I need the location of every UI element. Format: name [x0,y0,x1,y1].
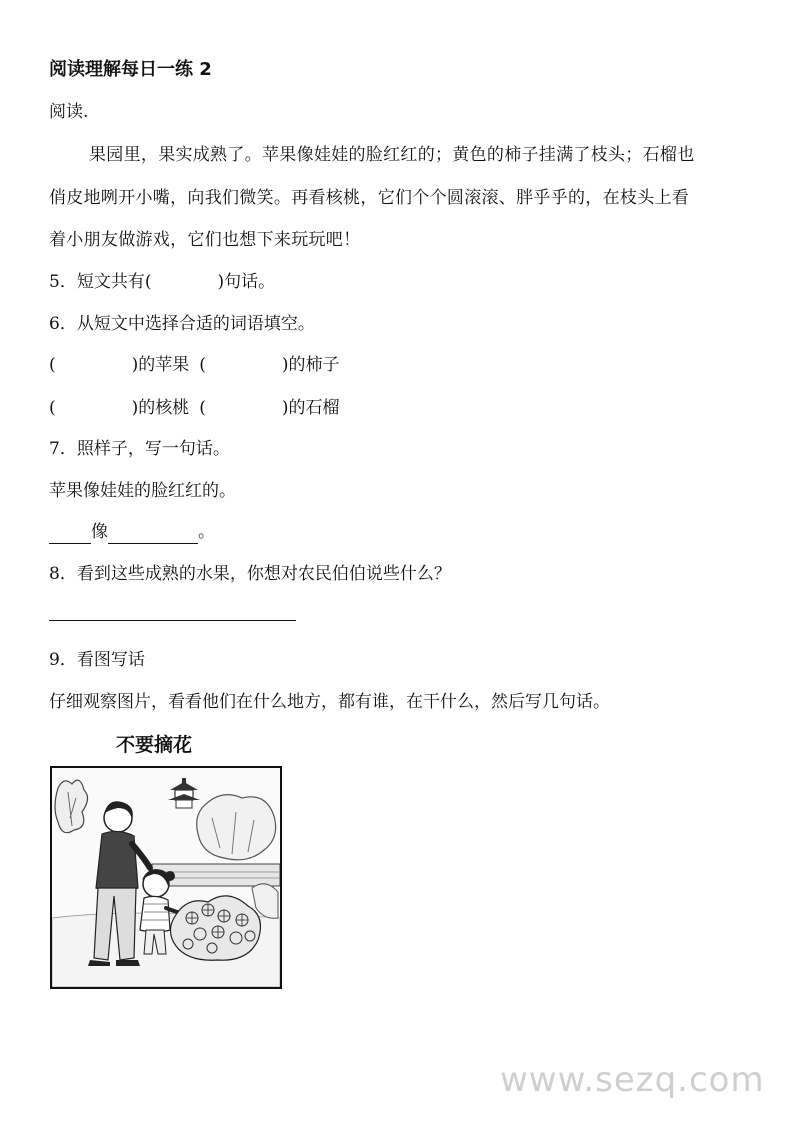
site-watermark: www.sezq.com [500,1060,765,1100]
walnut-label: )的核桃 [131,398,190,418]
paren-open: ( [49,398,56,418]
question-9: 9．看图写话 [49,650,145,670]
picture-title: 不要摘花 [116,734,193,756]
paren-open: ( [49,355,56,375]
question-9-instruction: 仔细观察图片，看看他们在什么地方，都有谁，在干什么，然后写几句话。 [49,692,610,712]
question-7-example: 苹果像娃娃的脸红红的。 [49,481,236,501]
question-8: 8．看到这些成熟的水果，你想对农民伯伯说些什么？ [49,564,451,584]
paren-open: ( [199,398,206,418]
passage-line-2: 俏皮地咧开小嘴，向我们微笑。再看核桃，它们个个圆滚滚、胖乎乎的，在枝头上看 [49,188,690,208]
pomegranate-label: )的石榴 [281,398,340,418]
paren-open: ( [199,355,206,375]
question-6-row-2 [49,396,340,420]
question-6: 6．从短文中选择合适的词语填空。 [49,314,315,334]
persimmon-label: )的柿子 [281,355,340,375]
illustration-svg [52,768,280,987]
question-8-answer-line[interactable] [49,620,296,621]
question-7-answer [49,520,215,544]
question-5-suffix: )句话。 [217,272,276,292]
illustration-image [50,766,282,989]
answer-end-punct: 。 [198,522,215,542]
answer-blank-object[interactable] [108,525,198,544]
passage-line-1: 果园里，果实成熟了。苹果像娃娃的脸红红的；黄色的柿子挂满了枝头；石榴也 [89,145,695,165]
read-instruction: 阅读. [49,102,89,122]
question-5-prefix: 5．短文共有( [49,272,152,292]
page-title: 阅读理解每日一练 2 [49,59,212,80]
answer-middle-word: 像 [91,522,108,542]
passage-line-3: 着小朋友做游戏，它们也想下来玩玩吧！ [49,230,361,250]
answer-blank-subject[interactable] [49,525,91,544]
question-5 [49,270,275,294]
question-7: 7．照样子，写一句话。 [49,439,230,459]
question-6-row-1 [49,353,340,377]
apple-label: )的苹果 [131,355,190,375]
